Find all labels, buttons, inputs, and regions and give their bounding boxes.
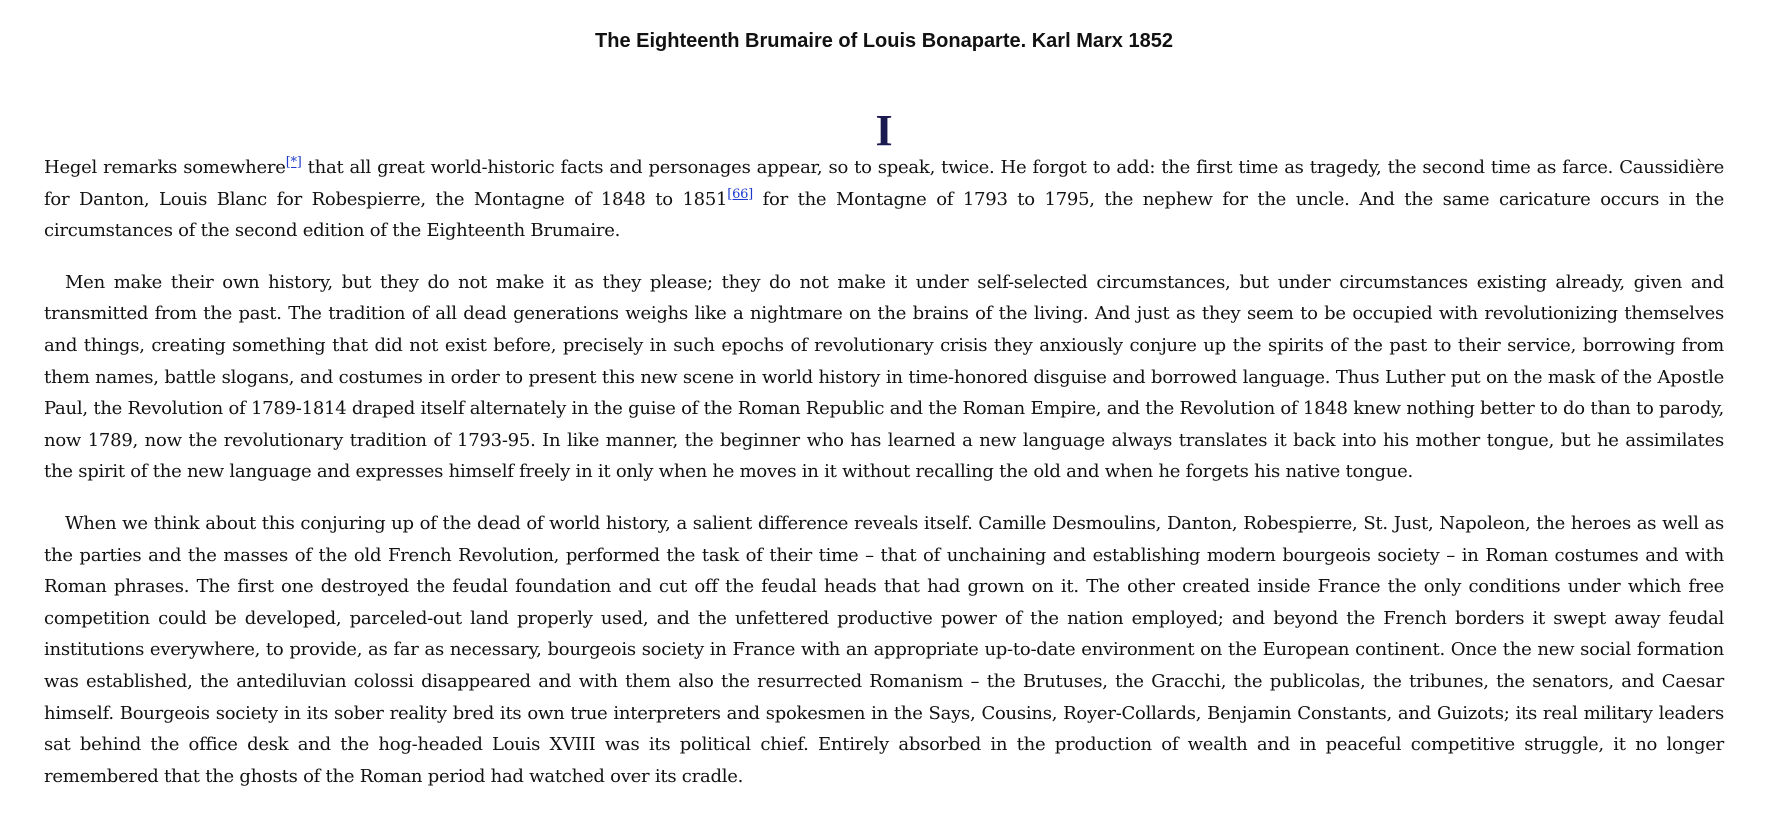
chapter-heading: I xyxy=(875,105,893,155)
document-title: The Eighteenth Brumaire of Louis Bonaparte. Karl Marx 1852 xyxy=(595,30,1173,53)
paragraph xyxy=(44,508,1724,792)
paragraph-text: Hegel remarks somewhere xyxy=(44,157,286,178)
paragraph xyxy=(44,152,1724,247)
document-body xyxy=(44,152,1724,812)
footnote-ref xyxy=(286,155,302,170)
paragraph xyxy=(44,267,1724,488)
paragraph-text: When we think about this conjuring up of the dead of world history, a salient difference reveals itself. Camille Desmoulins, Danton, Robespierre, St. Just, Napoleon, the heroes as well as the parties and the masses of the old French Revolution, performed the task of their time – that of unchaining and establishing modern bourgeois society – in Roman costumes and with Roman phrases. The first one destroyed the feudal foundation and cut off the feudal heads that had grown on it. The other created inside France the only conditions under which free competition could be developed, parceled-out land properly used, and the unfettered productive power of the nation employed; and beyond the French borders it swept away feudal institutions everywhere, to provide, as far as necessary, bourgeois society in France with an appropriate up-to-date environment on the European continent. Once the new social formation was established, the antediluvian colossi disappeared and with them also the resurrected Romanism – the Brutuses, the Gracchi, the publicolas, the tribunes, the senators, and Caesar himself. Bourgeois society in its sober reality bred its own true interpreters and spokesmen in the Says, Cousins, Royer-Collards, Benjamin Constants, and Guizots; its real military leaders sat behind the office desk and the hog-headed Louis XVIII was its political chief. Entirely absorbed in the production of wealth and in peaceful competitive struggle, it no longer remembered that the ghosts of the Roman period had watched over its cradle. xyxy=(44,512,1724,787)
paragraph-text: for the Montagne of 1793 to 1795, the nephew for the uncle. And the same caricature occurs in the circumstances of the second edition of the Eighteenth Brumaire. xyxy=(44,188,1724,242)
paragraph-text: that all great world-historic facts and personages appear, so to speak, twice. He forgot to add: the first time as tragedy, the second time as farce. Caussidière for Danton, Louis Blanc for Robespierre, the Montagne of 1848 to 1851 xyxy=(44,157,1724,210)
footnote-link[interactable]: [*] xyxy=(285,155,302,170)
footnote-ref xyxy=(727,187,753,202)
paragraph-text: Men make their own history, but they do not make it as they please; they do not make it under self-selected circumstances, but under circumstances existing already, given and transmitted from the past. The tradition of all dead generations weighs like a nightmare on the brains of the living. And just as they seem to be occupied with revolutionizing themselves and things, creating something that did not exist before, precisely in such epochs of revolutionary crisis they anxiously conjure up the spirits of the past to their service, borrowing from them names, battle slogans, and costumes in order to present this new scene in world history in time-honored disguise and borrowed language. Thus Luther put on the mask of the Apostle Paul, the Revolution of 1789-1814 draped itself alternately in the guise of the Roman Republic and the Roman Empire, and the Revolution of 1848 knew nothing better to do than to parody, now 1789, now the revolutionary tradition of 1793-95. In like manner, the beginner who has learned a new language always translates it back into his mother tongue, but he assimilates the spirit of the new language and expresses himself freely in it only when he moves in it without recalling the old and when he forgets his native tongue. xyxy=(44,271,1724,483)
footnote-link[interactable]: [66] xyxy=(727,186,753,202)
